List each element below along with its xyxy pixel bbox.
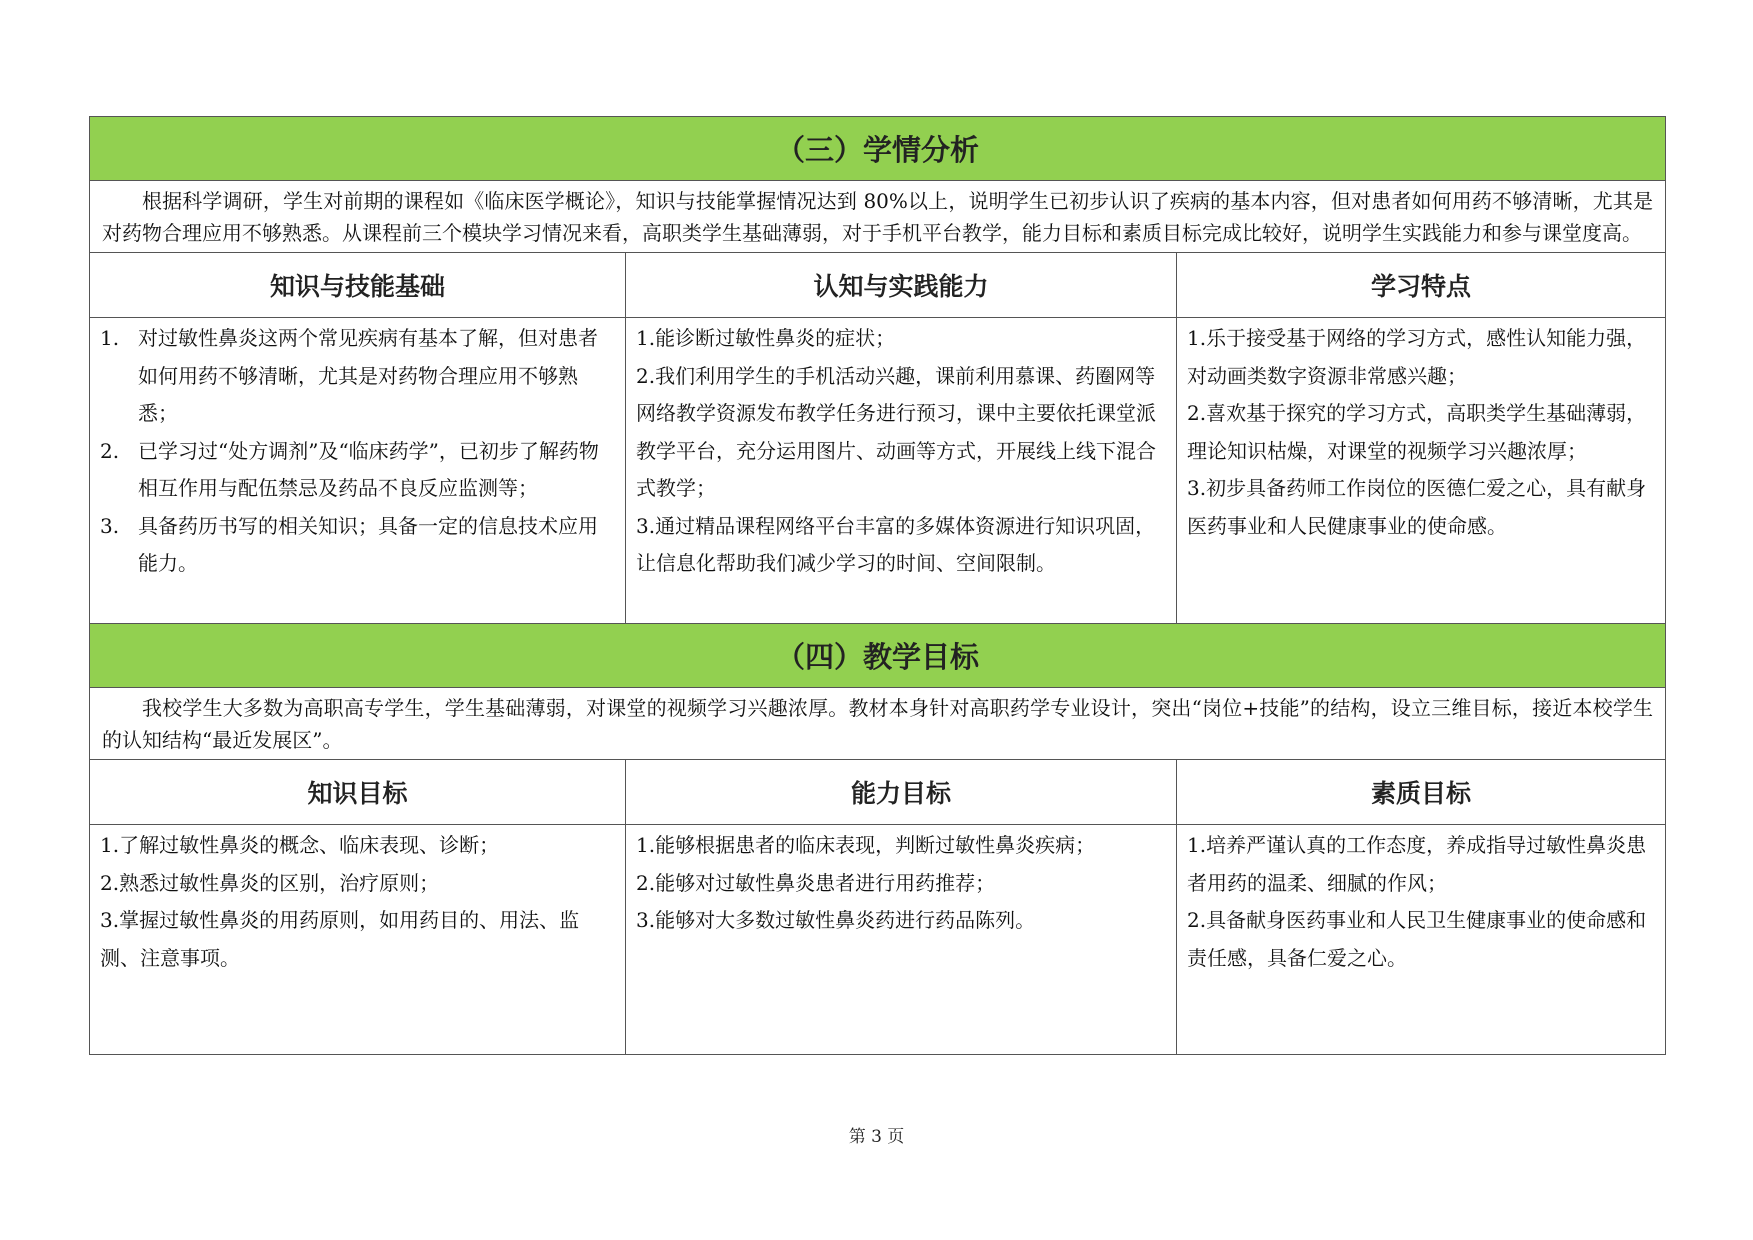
section3-header-row	[90, 117, 1666, 181]
col-header-knowledge-goals: 知识目标	[90, 760, 626, 825]
list-item: 3.能够对大多数过敏性鼻炎药进行药品陈列。	[636, 908, 1036, 932]
list-item	[100, 433, 615, 508]
page-number: 第 3 页	[848, 1127, 905, 1147]
list-text: 已学习过“处方调剂”及“临床药学”，已初步了解药物相互作用与配伍禁忌及药品不良反应监测等；	[138, 438, 599, 500]
section4-intro-row	[90, 688, 1666, 760]
col-header-learning-traits: 学习特点	[1177, 253, 1666, 318]
list-item: 2.喜欢基于探究的学习方式，高职类学生基础薄弱，理论知识枯燥，对课堂的视频学习兴趣浓厚；	[1187, 401, 1647, 463]
list-item: 3.通过精品课程网络平台丰富的多媒体资源进行知识巩固，让信息化帮助我们减少学习的时间、空间限制。	[636, 513, 1156, 575]
section4-content-row	[90, 825, 1666, 1055]
list-item: 3.初步具备药师工作岗位的医德仁爱之心，具有献身医药事业和人民健康事业的使命感。	[1187, 476, 1647, 538]
list-item: 2.熟悉过敏性鼻炎的区别，治疗原则；	[100, 870, 440, 895]
list-item	[100, 508, 615, 583]
list-item: 1.乐于接受基于网络的学习方式，感性认知能力强，对动画类数字资源非常感兴趣；	[1187, 326, 1647, 388]
list-item	[100, 320, 615, 433]
list-item: 1.了解过敏性鼻炎的概念、临床表现、诊断；	[100, 833, 500, 857]
list-item: 2.我们利用学生的手机活动兴趣，课前利用慕课、药圈网等网络教学资源发布教学任务进行预习，课中主要依托课堂派教学平台，充分运用图片、动画等方式，开展线上线下混合式教学；	[636, 363, 1156, 500]
list-text: 具备药历书写的相关知识；具备一定的信息技术应用能力。	[138, 513, 598, 575]
section3-intro-row	[90, 181, 1666, 253]
list-item: 2.能够对过敏性鼻炎患者进行用药推荐；	[636, 870, 996, 895]
list-number: 1.	[100, 326, 120, 350]
list-item: 1.培养严谨认真的工作态度，养成指导过敏性鼻炎患者用药的温柔、细腻的作风；	[1187, 833, 1647, 895]
section3-intro: 根据科学调研，学生对前期的课程如《临床医学概论》，知识与技能掌握情况达到 80%以上，说明学生已初步认识了疾病的基本内容，但对患者如何用药不够清晰，尤其是对药物合理应用不够熟悉。从课程前三个模块学习情况来看，高职类学生基础薄弱，对于手机平台教学，能力目标和素质目标完成比较好，说明学生实践能力和参与课堂度高。	[90, 181, 1666, 253]
list-item: 2.具备献身医药事业和人民卫生健康事业的使命感和责任感，具备仁爱之心。	[1187, 908, 1647, 970]
section3-title: （三）学情分析	[90, 117, 1666, 181]
document-table	[89, 116, 1666, 1055]
col-header-knowledge-base: 知识与技能基础	[90, 253, 626, 318]
quality-goals-cell	[1177, 825, 1666, 1055]
list-item: 1.能够根据患者的临床表现，判断过敏性鼻炎疾病；	[636, 833, 1096, 857]
col-header-quality-goals: 素质目标	[1177, 760, 1666, 825]
knowledge-goals-cell	[90, 825, 626, 1055]
list-number: 3.	[100, 513, 120, 538]
section4-title: （四）教学目标	[90, 624, 1666, 688]
section4-header-row	[90, 624, 1666, 688]
section4-intro: 我校学生大多数为高职高专学生，学生基础薄弱，对课堂的视频学习兴趣浓厚。教材本身针对高职药学专业设计，突出“岗位+技能”的结构，设立三维目标，接近本校学生的认知结构“最近发展区”。	[90, 688, 1666, 760]
list-item: 1.能诊断过敏性鼻炎的症状；	[636, 326, 896, 350]
list-item: 3.掌握过敏性鼻炎的用药原则，如用药目的、用法、监测、注意事项。	[100, 908, 580, 970]
section3-column-headers	[90, 253, 1666, 318]
col-header-ability-goals: 能力目标	[626, 760, 1177, 825]
col-header-cognition: 认知与实践能力	[626, 253, 1177, 318]
section3-content-row	[90, 318, 1666, 624]
list-text: 对过敏性鼻炎这两个常见疾病有基本了解，但对患者如何用药不够清晰，尤其是对药物合理应用不够熟悉；	[138, 326, 598, 425]
ability-goals-cell	[626, 825, 1177, 1055]
cognition-cell	[626, 318, 1177, 624]
knowledge-base-cell	[90, 318, 626, 624]
knowledge-base-list	[100, 320, 615, 583]
learning-traits-cell	[1177, 318, 1666, 624]
list-number: 2.	[100, 438, 120, 463]
section4-column-headers	[90, 760, 1666, 825]
